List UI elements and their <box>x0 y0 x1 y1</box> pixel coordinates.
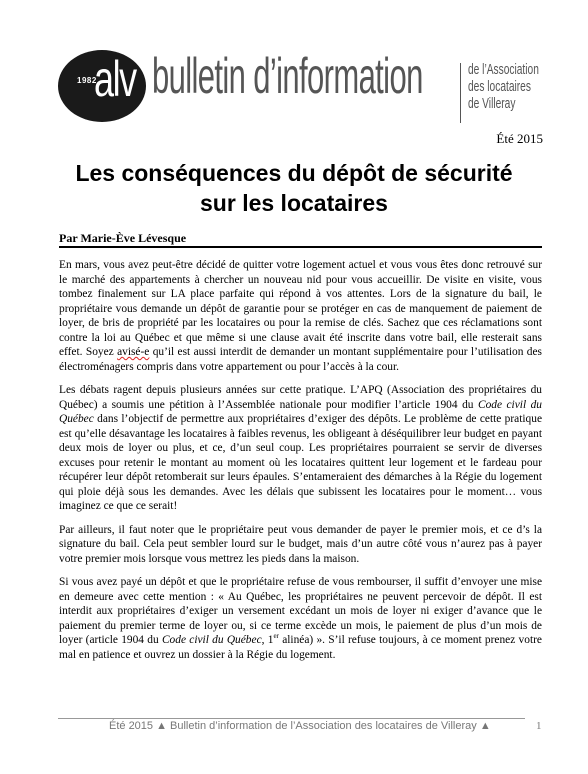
page-number: 1 <box>536 720 542 732</box>
misspelled-word: avisé-e <box>117 346 150 358</box>
masthead <box>55 45 545 125</box>
org-name <box>468 61 539 112</box>
article-title: Les conséquences du dépôt de sécurité sur les locataires <box>75 160 513 216</box>
paragraph-4: Si vous avez payé un dépôt et que le propriétaire refuse de vous rembourser, il suffit d’envoyer une mise en demeure avec cette mention : « Au Québec, les propriétaires ne peuvent percevoir de dépôt. Il est interdit aux propriétaires d’exiger un versement excédant un mois de loyer ni exiger d’avance que le paiement du premier terme de loyer ou, si ce terme excède un mois, le paiement de plus d’un mois de loyer (article 1904 du Code civil du Québec, 1er alinéa) ». S’il refuse toujours, à ce moment prenez votre mal en patience et ouvrez un dossier à la Régie du logement. <box>59 576 542 661</box>
logo-year: 1982 <box>77 76 97 85</box>
season-label: Été 2015 <box>496 131 543 146</box>
byline: Par Marie-Ève Lévesque <box>59 231 187 245</box>
paragraph-2: Les débats ragent depuis plusieurs années sur cette pratique. L’APQ (Association des propriétaires du Québec) a soumis une pétition à l’Assemblée nationale pour modifier l’article 1904 du Code civil du Québec dans l’objectif de permettre aux propriétaires d’exiger des dépôts. Le problème de cette pratique est qu’elle désavantage les locataires à faibles revenus, les obligeant à déséquilibrer leur budget en payant deux mois de loyer ou plus, et ce, d’un seul coup. Les propriétaires pourraient se servir de diverses excuses pour retenir le montant au moment où les locataires quittent leur logement et le fardeau pour récupérer leur dépôt retomberait sur leurs épaules. S’entameraient des démarches à la Régie du logement qui ploie déjà sous les demandes. Avec les délais que subissent les locataires pour le moment… vous imaginez ce que ce serait! <box>59 384 542 512</box>
code-civil-reference: Code civil du Québec <box>59 398 542 425</box>
org-line-2: des locataires <box>468 78 531 95</box>
byline-rule <box>59 246 542 248</box>
article-body <box>59 258 542 671</box>
paragraph-1: En mars, vous avez peut-être décidé de quitter votre logement actuel et vous vous êtes donc retrouvé sur le marché des appartements à chercher un nouveau nid pour vous accueillir. De visite en visite, vous tombez finalement sur LA place parfaite qui répond à vos attentes. Lors de la signature du bail, le propriétaire vous demande un dépôt de garantie pour se protéger en cas de manquement de paiement de loyer, de bris de propriété par les locataires ou pour la remise de clés. Sachez que ces réclamations sont contre la loi au Québec et que même si une clause avait été inscrite dans votre bail, elle resterait sans effet. Soyez avisé-e qu’il est aussi interdit de demander un montant supplémentaire pour l’utilisation des électroménagers compris dans votre appartement ou pour l’accès à la cour. <box>59 259 542 373</box>
bulletin-title: bulletin d’information <box>152 48 423 104</box>
footer-rule <box>58 718 525 719</box>
paragraph-3: Par ailleurs, il faut noter que le propriétaire peut vous demander de payer le premier mois, et ce d’s la signature du bail. Cela peut sembler lourd sur le budget, mais d’un autre côté vous n’aurez pas à payer votre premier mois lorsque vous mettrez les pieds dans la maison. <box>59 523 542 565</box>
org-line-3: de Villeray <box>468 95 516 112</box>
masthead-divider <box>460 63 461 123</box>
org-line-1: de l’Association <box>468 61 539 78</box>
code-civil-reference: Code civil du Québec <box>161 634 262 646</box>
logo-text: alv <box>94 51 136 107</box>
footer-text: Été 2015 ▲ Bulletin d’information de l’Association des locataires de Villeray ▲ <box>109 720 491 732</box>
alv-logo <box>58 50 146 122</box>
